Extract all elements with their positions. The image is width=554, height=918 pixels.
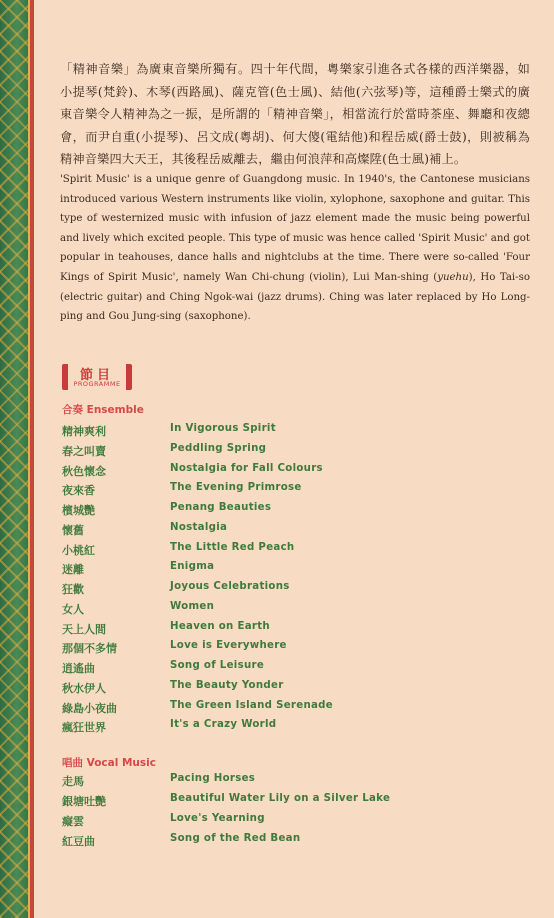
piece-title-zh: 瘋狂世界 <box>62 721 106 735</box>
decorative-border <box>0 0 34 918</box>
ensemble-heading: 合奏 Ensemble <box>62 404 144 416</box>
programme-bracket-right <box>126 364 132 390</box>
piece-title-en: Song of Leisure <box>170 660 265 671</box>
programme-label-en: PROGRAMME <box>73 380 121 388</box>
piece-title-en: It's a Crazy World <box>170 719 277 731</box>
vocal-heading: 唱曲 Vocal Music <box>62 757 156 769</box>
intro-english-part1: 'Spirit Music' is a unique genre of Guangdong music. In 1940's, the Cantonese musicians introduced various Western instruments like violin, xylophone, saxophone and guitar. This type of westernized music with infusion of jazz element made the music being powerful and lively which excited people. This type of music was hence called 'Spirit Music' and got popular in teahouses, dance halls and nightclubs at the time. There were so-called 'Four Kings of Spirit Music', namely Wan Chi-chung (violin), Lui Man-shing ( <box>60 174 530 283</box>
list-item <box>62 793 522 813</box>
piece-title-zh: 小桃紅 <box>62 543 95 557</box>
piece-title-zh: 天上人間 <box>62 622 106 636</box>
piece-title-en: Nostalgia for Fall Colours <box>170 462 323 474</box>
piece-title-en: The Green Island Serenade <box>170 699 333 711</box>
list-item <box>62 581 522 601</box>
piece-title-zh: 綠島小夜曲 <box>62 701 117 715</box>
piece-title-zh: 檳城艷 <box>62 504 95 517</box>
piece-title-en: Nostalgia <box>170 521 228 533</box>
piece-title-zh: 懷舊 <box>62 523 84 537</box>
piece-title-zh: 銀塘吐艷 <box>62 795 106 808</box>
programme-label-zh: 節目 <box>79 368 114 383</box>
list-item <box>62 443 522 463</box>
list-item <box>62 773 522 793</box>
list-item <box>62 700 522 720</box>
piece-title-zh: 走馬 <box>62 775 84 788</box>
list-item <box>62 522 522 542</box>
piece-title-en: Peddling Spring <box>170 442 267 454</box>
list-item <box>62 561 522 581</box>
piece-title-zh: 紅豆曲 <box>62 835 95 848</box>
list-item <box>62 680 522 700</box>
intro-english <box>60 170 530 327</box>
intro-chinese: 「精神音樂」為廣東音樂所獨有。四十年代間，粵樂家引進各式各樣的西洋樂器，如小提琴(梵鈴)、木琴(西路風)、薩克管(色士風)、結他(六弦琴)等，這種爵士樂式的廣東音樂令人精神為之一振，是所謂的「精神音樂」，相當流行於當時茶座、舞廳和夜總會，而尹自重(小提琴)、呂文成(粵胡)、何大傻(電結他)和程岳威(爵士鼓)，則被稱為精神音樂四大天王，其後程岳威離去，繼由何浪萍和高燦陞(色士風)補上。 <box>60 62 530 167</box>
piece-title-en: Heaven on Earth <box>170 620 270 632</box>
piece-title-zh: 春之叫賣 <box>62 444 106 458</box>
list-item <box>62 660 522 680</box>
list-item <box>62 502 522 522</box>
piece-title-zh: 夜來香 <box>62 484 95 498</box>
piece-title-zh: 癡雲 <box>62 815 84 828</box>
piece-title-zh: 秋水伊人 <box>62 681 106 695</box>
piece-title-en: The Little Red Peach <box>170 541 295 553</box>
piece-title-zh: 迷離 <box>62 563 84 577</box>
piece-title-en: Love is Everywhere <box>170 640 287 652</box>
list-item <box>62 482 522 502</box>
piece-title-en: Love's Yearning <box>170 813 265 824</box>
programme-label <box>62 364 132 390</box>
piece-title-en: Enigma <box>170 561 215 573</box>
piece-title-en: Beautiful Water Lily on a Silver Lake <box>170 793 391 804</box>
list-item <box>62 463 522 483</box>
piece-title-zh: 精神爽利 <box>62 425 106 438</box>
intro-english-italic: yuehu <box>437 271 469 283</box>
piece-title-zh: 逍遙曲 <box>62 662 95 675</box>
list-item <box>62 719 522 739</box>
piece-title-en: Joyous Celebrations <box>170 581 290 592</box>
list-item <box>62 423 522 443</box>
piece-title-en: Women <box>170 600 215 612</box>
list-item <box>62 621 522 641</box>
piece-title-zh: 秋色懷念 <box>62 464 106 478</box>
list-item <box>62 833 522 853</box>
piece-title-en: In Vigorous Spirit <box>170 423 276 434</box>
piece-title-zh: 狂歡 <box>62 583 84 596</box>
list-item <box>62 640 522 660</box>
piece-title-en: Penang Beauties <box>170 502 272 513</box>
intro-english-part2: ), Ho Tai-so (electric guitar) and Ching Ngok-wai (jazz drums). Ching was later replaced by Ho Long-ping and Gou Jung-sing (saxophone). <box>60 271 530 323</box>
piece-title-zh: 那個不多情 <box>62 642 117 656</box>
list-item <box>62 542 522 562</box>
border-red-line <box>30 0 34 918</box>
piece-title-en: The Evening Primrose <box>170 482 302 494</box>
piece-title-zh: 女人 <box>62 602 84 616</box>
list-item <box>62 601 522 621</box>
piece-title-en: The Beauty Yonder <box>170 679 284 691</box>
list-item <box>62 813 522 833</box>
piece-title-en: Song of the Red Bean <box>170 833 301 844</box>
piece-title-en: Pacing Horses <box>170 773 256 784</box>
